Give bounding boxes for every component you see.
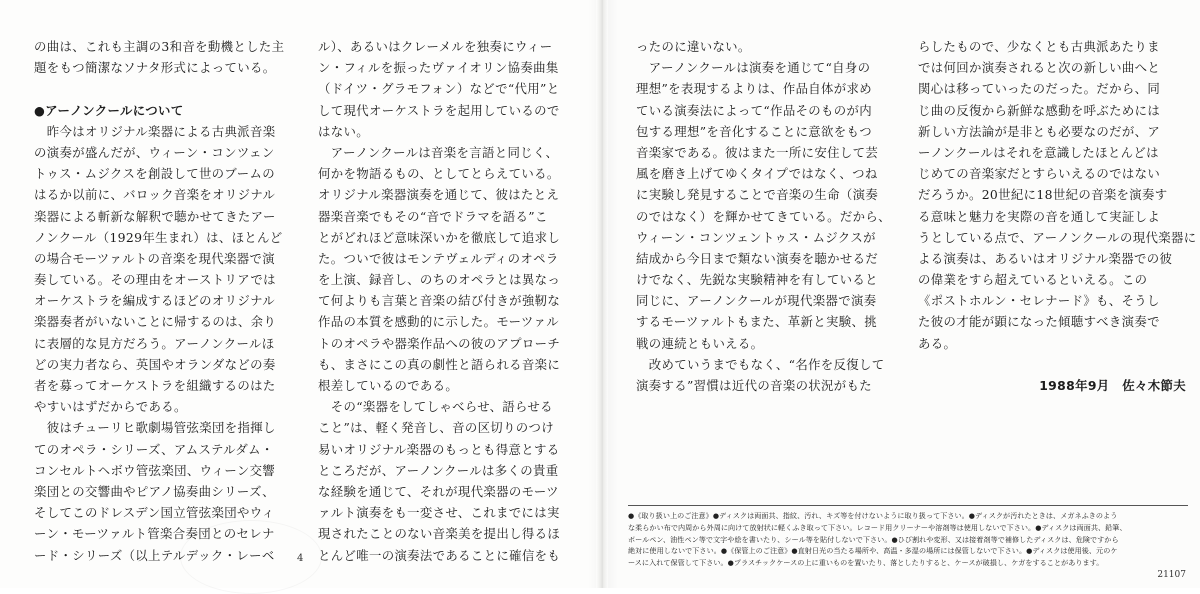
text-line: 作品の本質を感動的に示した。モーツァル (318, 314, 559, 330)
text-line: も、まさにこの真の劇性と語られる音楽に (318, 356, 561, 372)
text-line: ーン・モーツァルト管楽合奏団とのセレナ (34, 526, 275, 542)
text-line: のではなく）を輝かせてきている。だから、 (636, 208, 891, 224)
text-line: じ曲の反復から新鮮な感動を呼ぶためには (918, 102, 1161, 118)
text-line: 結成から今日まで類ない演奏を聴かせるだ (636, 250, 879, 266)
right-page-column-1 (636, 36, 898, 396)
text-line: らしたもので、少なくとも古典派あたりま (918, 39, 1160, 54)
text-line: 関心は移っていったのだった。だから、同 (918, 81, 1161, 97)
text-line: の演奏が盛んだが、ウィーン・コンツェン (34, 144, 275, 160)
text-line: 楽団との交響曲やピアノ協奏曲シリーズ、 (34, 483, 275, 499)
text-line: ード・シリーズ（以上テルデック・レーベ (34, 547, 275, 563)
text-line: 者を募ってオーケストラを組織するのはた (34, 378, 276, 393)
notice-line: ボールペン、油性ペン等で文字や絵を書いたり、シール等を貼付しないで下さい。●ひび割れや変形、又は接着剤等で補修したディスクは、危険ですから (628, 534, 1119, 544)
notice-divider (628, 505, 1188, 506)
text-line: はるか以前に、バロック音楽をオリジナル (34, 187, 276, 203)
notice-line: 絶対に使用しないで下さい。●《保管上のご注意》●直射日光の当たる場所や、高温・多湿の場所には保管しないで下さい。●ディスクは使用後、元のケ (628, 546, 1118, 556)
text-line: だろうか。20世紀に18世紀の音楽を演奏す (918, 187, 1168, 203)
text-line: アーノンクールは音楽を言語と同じく、 (318, 144, 559, 160)
text-line: 理想”を表現するよりは、作品自体が求め (636, 81, 873, 97)
text-line: な経験を通じて、それが現代楽器のモーツ (318, 483, 559, 499)
text-line: の偉業をすら超えているといえる。この (918, 272, 1148, 288)
text-line: では何回か演奏されると次の新しい曲へと (918, 60, 1161, 76)
text-line (918, 354, 1186, 375)
text-line: ル）、あるいはクレーメルを独奏にウィー (318, 39, 553, 54)
text-line: とがどれほど意味深いかを徹底して追求し (318, 229, 561, 245)
text-line: 音楽家である。彼はまた一所に安住して芸 (636, 144, 879, 160)
text-line (34, 78, 302, 99)
author-signature: 1988年9月 佐々木節夫 (1039, 378, 1186, 393)
text-line: どの実力者なら、英国やオランダなどの奏 (34, 356, 276, 372)
right-page-column-2 (918, 36, 1197, 396)
section-heading: ●アーノンクールについて (34, 102, 184, 118)
page-number: 4 (297, 553, 304, 564)
text-line: オーケストラを編成するほどのオリジナル (34, 293, 275, 309)
text-line: の曲は、これも主調の3和音を動機とした主 (34, 39, 285, 54)
text-line: 器楽音楽でもその“音でドラマを語る”こ (318, 208, 548, 224)
text-line: を上演、録音し、のちのオペラとは異なっ (318, 272, 561, 288)
text-line: に実験し発見することで音楽の生命（演奏 (636, 187, 879, 203)
notice-line: ースに入れて保管して下さい。●プラスチックケースの上に重いものを置いたり、落としたりすると、ケースが破損し、ケガをすることがあります。 (628, 558, 1104, 568)
disc-handling-notice (628, 510, 1188, 569)
text-line: る意味と魅力を実際の音を通して実証しよ (918, 208, 1161, 224)
text-line: ある。 (918, 335, 957, 351)
text-line: 易いオリジナル楽器のもっとも得意とする (318, 441, 560, 457)
text-line: けでなく、先鋭な実験精神を有していると (636, 272, 878, 288)
text-line: 《ポストホルン・セレナード》も、そうし (918, 293, 1160, 309)
text-line: 同じに、アーノンクールが現代楽器で演奏 (636, 293, 877, 309)
text-line: 演奏する”習慣は近代の音楽の状況がもた (636, 378, 873, 393)
text-line: （ドイツ・グラモフォン）などで“代用”と (318, 81, 560, 97)
text-line: とんど唯一の演奏法であることに確信をも (318, 547, 561, 563)
text-line: 新しい方法論が是非とも必要なのだが、ア (918, 123, 1161, 139)
text-line: ている演奏法によって“作品そのものが内 (636, 102, 873, 118)
text-line: ン・フィルを振ったヴァイオリン協奏曲集 (318, 60, 559, 76)
left-page-column-1 (34, 36, 302, 566)
text-line: 改めていうまでもなく、“名作を反復して (636, 356, 885, 372)
text-line: 昨今はオリジナル楽器による古典派音楽 (34, 123, 276, 139)
text-line: 戦の連続ともいえる。 (636, 335, 764, 351)
left-page-column-2 (318, 36, 586, 566)
text-line: よる演奏は、あるいはオリジナル楽器での彼 (918, 250, 1173, 266)
text-line: 包する理想”を音化することに意欲をもつ (636, 123, 873, 139)
text-line: 現されたことのない音楽美を提出し得るほ (318, 526, 561, 542)
text-line: アーノンクールは演奏を通じて“自身の (636, 60, 871, 76)
text-line: ウィーン・コンツェントゥス・ムジクスが (636, 229, 876, 245)
catalog-number: 21107 (1157, 570, 1186, 580)
text-line: てのオペラ・シリーズ、アムステルダム・ (34, 441, 274, 457)
text-line: 根差しているのである。 (318, 378, 459, 393)
text-line: やすいはずだからである。 (34, 399, 187, 415)
notice-line: な柔らかい布で内周から外周に向けて放射状に軽くふき取って下さい。レコード用クリーナーや溶剤等は使用しないで下さい。●ディスクは両面共、鉛筆、 (628, 522, 1127, 532)
text-line: ったのに違いない。 (636, 39, 751, 54)
text-line: の場合モーツァルトの音楽を現代楽器で演 (34, 250, 275, 266)
text-line: トゥス・ムジクスを創設して世のブームの (34, 166, 276, 182)
book-gutter (596, 0, 608, 588)
text-line: はない。 (318, 123, 369, 139)
text-line: た彼の才能が顕になった傾聴すべき演奏で (918, 314, 1160, 330)
text-line: 楽器奏者がいないことに帰するのは、余り (34, 314, 277, 330)
text-line: ノンクール（1929年生まれ）は、ほとんど (34, 229, 283, 245)
text-line: ーノンクールはそれを意識したほとんどは (918, 144, 1159, 160)
text-line: 楽器による斬新な解釈で聴かせてきたアー (34, 208, 276, 224)
text-line: ところだが、アーノンクールは多くの貴重 (318, 462, 559, 478)
text-line: に表層的な見方だろう。アーノンクールほ (34, 335, 275, 351)
text-line: して現代オーケストラを起用しているので (318, 102, 560, 118)
text-line: ァルト演奏をも一変させ、これまでには実 (318, 505, 560, 521)
right-page (600, 0, 1200, 588)
text-line: じめての音楽家だとすらいえるのではない (918, 166, 1161, 182)
text-line: コンセルトヘボウ管弦楽団、ウィーン交響 (34, 462, 276, 478)
text-line: 彼はチューリヒ歌劇場管弦楽団を指揮し (34, 420, 276, 436)
text-line: こと”は、軽く発音し、音の区切りのつけ (318, 420, 555, 436)
left-page (0, 0, 600, 588)
text-line: オリジナル楽器演奏を通じて、彼はたとえ (318, 187, 560, 203)
text-line: 題をもつ簡潔なソナタ形式によっている。 (34, 60, 276, 76)
text-line: て何よりも言葉と音楽の結び付きが強靭な (318, 293, 561, 309)
text-line: するモーツァルトもまた、革新と実験、挑 (636, 314, 877, 330)
text-line: そしてこのドレスデン国立管弦楽団やウィ (34, 505, 275, 521)
text-line: 何かを物語るもの、としてとらえている。 (318, 166, 560, 182)
text-line: 奏している。その理由をオーストリアでは (34, 272, 276, 288)
text-line: た。ついで彼はモンテヴェルディのオペラ (318, 250, 559, 266)
notice-line: ●《取り扱い上のご注意》●ディスクは両面共、指紋、汚れ、キズ等を付けないように取り扱って下さい。●ディスクが汚れたときは、メガネふきのよう (628, 511, 1118, 520)
text-line: その“楽器をしてしゃべらせ、語らせる (318, 399, 553, 415)
text-line: トのオペラや器楽作品への彼のアプローチ (318, 335, 561, 351)
text-line: うとしている点で、アーノンクールの現代楽器に (918, 229, 1197, 245)
text-line: 風を磨き上げてゆくタイプではなく、つね (636, 166, 878, 182)
